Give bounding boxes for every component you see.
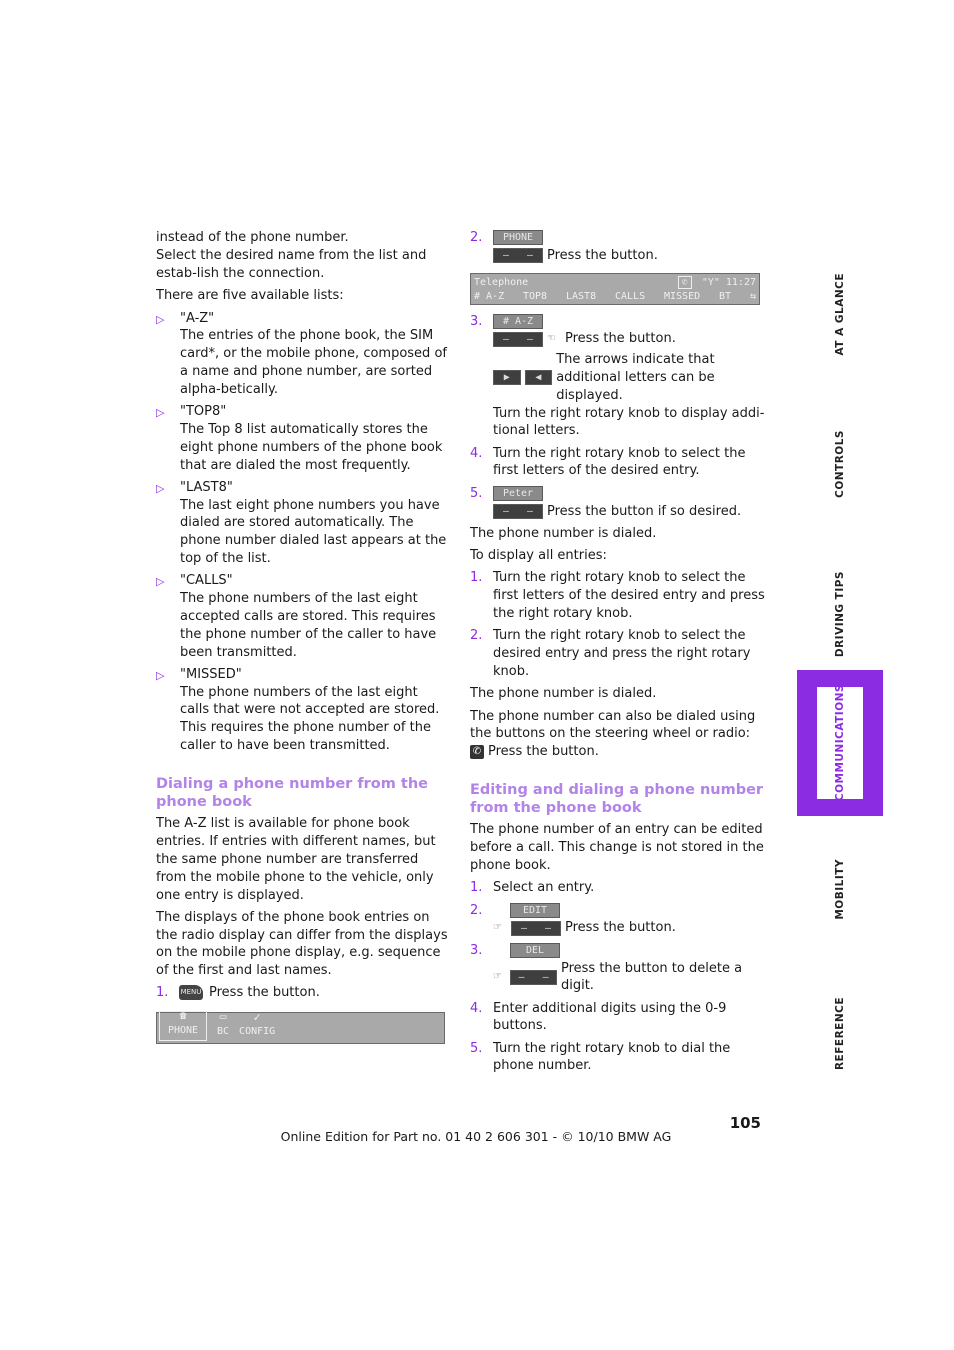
section-heading: Dialing a phone number from the phone book bbox=[156, 776, 429, 810]
list-desc: The last eight phone numbers you have dialed are stored automatically. The phone number dialed last appears at the top of the list. bbox=[180, 497, 447, 567]
body-text: The phone number of an entry can be edited before a call. This change is not stored in the phone book. bbox=[470, 822, 764, 874]
step-text: Turn the right rotary knob to select the desired entry and press the right rotary knob. bbox=[493, 628, 751, 679]
step-text: Turn the right rotary knob to select the first letters of the desired entry and press the right rotary knob. bbox=[493, 570, 765, 622]
step-number: 4. bbox=[470, 445, 483, 461]
intro-text: Select the desired name from the list and estab-lish the connection. bbox=[156, 247, 427, 281]
display-status: "Y" 11:27 bbox=[701, 276, 756, 288]
checkmark-icon: ✓ bbox=[253, 1010, 261, 1025]
left-arrow-icon: ◀ bbox=[525, 370, 553, 385]
menu-label: PHONE bbox=[167, 1025, 199, 1037]
triangle-bullet-icon: ▷ bbox=[156, 668, 165, 682]
menu-button-icon: MENU bbox=[179, 985, 203, 1000]
page-number: 105 bbox=[729, 1114, 761, 1132]
step-text: The arrows indicate that additional letters can be displayed. bbox=[556, 352, 715, 403]
list-item bbox=[156, 310, 449, 399]
display-tab: BT bbox=[719, 290, 732, 302]
step-number: 1. bbox=[470, 570, 483, 586]
chapter-tabs bbox=[797, 229, 883, 1109]
pointing-hand-icon: ☜ bbox=[547, 333, 556, 345]
body-text: The displays of the phone book entries on the radio display can differ from the displays on the mobile phone display, e.g. sequence of the first and last names. bbox=[156, 909, 448, 979]
step-text: Turn the right rotary knob to select the first letters of the desired entry. bbox=[493, 445, 746, 479]
entry-soft-button: Peter bbox=[493, 486, 543, 501]
handset-icon: ☎ bbox=[179, 1009, 187, 1023]
tab-mobility[interactable]: MOBILITY bbox=[834, 858, 846, 920]
tab-reference[interactable]: REFERENCE bbox=[834, 997, 846, 1071]
list-title: "CALLS" bbox=[180, 573, 233, 589]
triangle-bullet-icon: ▷ bbox=[156, 481, 165, 495]
phone-button-icon: ✆ bbox=[470, 745, 484, 759]
section-heading: Editing and dialing a phone number from the phone book bbox=[470, 782, 764, 816]
left-column bbox=[156, 229, 449, 1044]
phone-soft-button: PHONE bbox=[493, 230, 543, 245]
step-text: Press the button if so desired. bbox=[547, 503, 742, 519]
pointing-hand-icon: ☞ bbox=[493, 971, 502, 983]
handset-icon: ✆ bbox=[678, 276, 692, 289]
soft-key-bar: – – bbox=[511, 921, 561, 936]
step-item bbox=[470, 1000, 765, 1036]
triangle-bullet-icon: ▷ bbox=[156, 312, 165, 326]
display-tab: # A-Z bbox=[474, 290, 505, 302]
menu-label: CONFIG bbox=[239, 1026, 276, 1038]
step-text: Select an entry. bbox=[493, 880, 595, 896]
step-number: 4. bbox=[470, 1000, 483, 1016]
step-text: Press the button. bbox=[565, 920, 676, 936]
step-item bbox=[470, 313, 765, 441]
step-text: Turn the right rotary knob to dial the phone number. bbox=[493, 1040, 731, 1074]
tab-driving-tips[interactable]: DRIVING TIPS bbox=[834, 570, 846, 658]
step-item bbox=[470, 445, 765, 481]
menu-display-config bbox=[239, 1011, 275, 1041]
footer-text: Online Edition for Part no. 01 40 2 606 301 - © 10/10 BMW AG bbox=[280, 1129, 672, 1144]
list-title: "LAST8" bbox=[180, 479, 233, 495]
intro-text: instead of the phone number. bbox=[156, 230, 349, 245]
right-arrow-icon: ▶ bbox=[493, 370, 521, 385]
triangle-bullet-icon: ▷ bbox=[156, 575, 165, 589]
step-item bbox=[470, 942, 765, 995]
step-item bbox=[470, 569, 765, 622]
step-item bbox=[470, 879, 765, 897]
step-item bbox=[470, 902, 765, 938]
list-desc: The entries of the phone book, the SIM card*, or the mobile phone, composed of a name and phone number, are sorted alpha-betically. bbox=[180, 328, 447, 397]
step-text: Press the button. bbox=[488, 744, 599, 760]
display-tab: LAST8 bbox=[565, 290, 597, 302]
soft-key-bar: – – bbox=[493, 332, 543, 347]
step-number: 5. bbox=[470, 1040, 483, 1056]
triangle-bullet-icon: ▷ bbox=[156, 406, 165, 420]
list-desc: The phone numbers of the last eight accepted calls are stored. This requires the phone number of the caller to have been transmitted. bbox=[180, 591, 437, 660]
display-tab: CALLS bbox=[614, 290, 646, 302]
menu-label: BC bbox=[217, 1026, 230, 1038]
display-tab: TOP8 bbox=[523, 290, 548, 302]
soft-key-bar: – – bbox=[510, 970, 557, 985]
step-number: 5. bbox=[470, 485, 483, 501]
body-text: The phone number is dialed. bbox=[470, 686, 657, 702]
step-text: Press the button. bbox=[547, 247, 658, 263]
step-number: 2. bbox=[470, 902, 483, 918]
tab-communications[interactable]: COMMUNICATIONS bbox=[797, 670, 883, 816]
az-soft-button: # A-Z bbox=[493, 314, 543, 329]
body-text bbox=[470, 743, 765, 761]
soft-key-bar: – – bbox=[493, 248, 543, 263]
list-item bbox=[156, 572, 449, 661]
step-text: Press the button. bbox=[209, 985, 320, 1001]
step-number: 1. bbox=[156, 985, 169, 1001]
list-title: "A-Z" bbox=[180, 310, 215, 326]
body-text: The phone number is dialed. bbox=[470, 525, 657, 541]
step-number: 2. bbox=[470, 628, 483, 644]
display-title: Telephone bbox=[474, 276, 529, 288]
step-item bbox=[470, 627, 765, 680]
step-number: 3. bbox=[470, 313, 483, 329]
tab-controls[interactable]: CONTROLS bbox=[834, 430, 846, 498]
list-title: "MISSED" bbox=[180, 666, 242, 682]
body-text: The A-Z list is available for phone book entries. If entries with different names, but the same phone number are transferred from the mobile phone to the vehicle, only one entry is displayed. bbox=[156, 816, 436, 903]
step-number: 1. bbox=[470, 880, 483, 896]
step-item bbox=[470, 485, 765, 521]
display-tab: MISSED bbox=[663, 290, 701, 302]
step-text: Enter additional digits using the 0-9 buttons. bbox=[493, 1000, 727, 1034]
list-desc: The Top 8 list automatically stores the eight phone numbers of the phone book that are dialed the most frequently. bbox=[180, 421, 443, 473]
edit-soft-button: EDIT bbox=[510, 903, 560, 918]
step-text: Press the button to delete a digit. bbox=[560, 960, 743, 994]
step-text: Press the button. bbox=[565, 331, 676, 347]
step-number: 3. bbox=[470, 942, 483, 958]
list-title: "TOP8" bbox=[180, 404, 227, 420]
list-item bbox=[156, 403, 449, 474]
telephone-display bbox=[470, 273, 760, 305]
menu-display-phone bbox=[159, 1011, 207, 1041]
right-column bbox=[470, 229, 765, 1080]
tab-at-a-glance[interactable]: AT A GLANCE bbox=[834, 272, 846, 356]
menu-display bbox=[156, 1009, 445, 1044]
body-text: The phone number can also be dialed using the buttons on the steering wheel or radio: bbox=[470, 708, 756, 742]
back-arrow-icon: ⇆ bbox=[749, 290, 756, 302]
computer-icon: ▭ bbox=[219, 1010, 227, 1024]
step-item bbox=[470, 229, 765, 265]
list-desc: The phone numbers of the last eight calls that were not accepted are stored. This requires the phone number of the caller to have been transmitted. bbox=[180, 684, 440, 754]
step-number: 2. bbox=[470, 230, 483, 245]
body-text: To display all entries: bbox=[470, 548, 607, 564]
list-item bbox=[156, 479, 449, 568]
step-text: Turn the right rotary knob to display addi-tional letters. bbox=[493, 405, 765, 439]
intro-text: There are five available lists: bbox=[156, 287, 344, 303]
step-item bbox=[156, 984, 449, 1002]
menu-display-bc bbox=[217, 1011, 229, 1041]
pointing-hand-icon: ☞ bbox=[493, 922, 502, 934]
list-item bbox=[156, 666, 449, 755]
delete-soft-button: DEL bbox=[510, 943, 560, 958]
soft-key-bar: – – bbox=[493, 504, 543, 519]
step-item bbox=[470, 1040, 765, 1076]
